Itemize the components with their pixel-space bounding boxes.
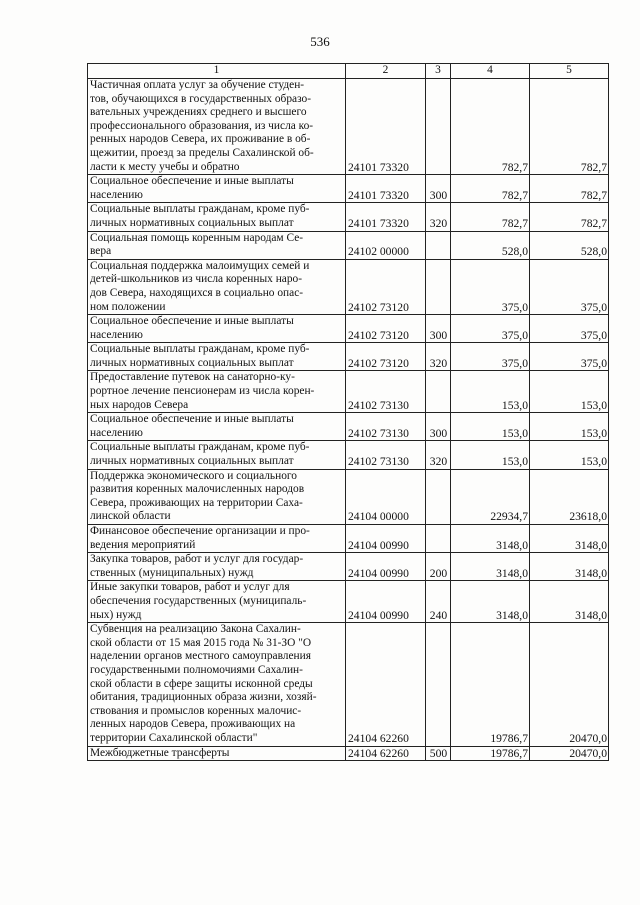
table-row bbox=[88, 343, 609, 371]
row-code: 24102 73130 bbox=[346, 371, 426, 413]
row-amount-col5: 528,0 bbox=[530, 231, 609, 259]
row-description bbox=[88, 525, 346, 553]
description-line: Социальные выплаты гражданам, кроме пуб- bbox=[90, 441, 310, 454]
row-amount-col4: 375,0 bbox=[451, 343, 530, 371]
description-line: ведения мероприятий bbox=[90, 538, 196, 551]
header-col-5: 5 bbox=[530, 64, 609, 79]
page-number: 536 bbox=[310, 34, 330, 49]
row-code: 24102 73130 bbox=[346, 413, 426, 441]
row-amount-col4: 153,0 bbox=[451, 371, 530, 413]
row-expense-type bbox=[426, 79, 451, 175]
description-line: наделении органов местного самоуправления bbox=[90, 650, 311, 663]
row-expense-type bbox=[426, 469, 451, 524]
row-code: 24102 73120 bbox=[346, 315, 426, 343]
description-line: ных народов Севера bbox=[90, 398, 189, 411]
description-line: ленных народов Севера, проживающих на bbox=[90, 718, 296, 731]
description-line: Предоставление путевок на санаторно-ку- bbox=[90, 371, 295, 384]
row-expense-type: 300 bbox=[426, 413, 451, 441]
description-line: обеспечения государственных (муниципаль- bbox=[90, 594, 307, 607]
row-expense-type bbox=[426, 623, 451, 746]
row-amount-col4: 3148,0 bbox=[451, 581, 530, 623]
description-line: Социальная помощь коренным народам Се- bbox=[90, 231, 304, 244]
row-expense-type bbox=[426, 259, 451, 314]
row-amount-col5: 375,0 bbox=[530, 343, 609, 371]
row-expense-type bbox=[426, 231, 451, 259]
description-line: Поддержка экономического и социального bbox=[90, 469, 297, 482]
table-row bbox=[88, 79, 609, 175]
description-line: Социальные выплаты гражданам, кроме пуб- bbox=[90, 203, 310, 216]
table-row bbox=[88, 623, 609, 746]
row-expense-type: 320 bbox=[426, 343, 451, 371]
row-amount-col5: 375,0 bbox=[530, 259, 609, 314]
budget-table bbox=[87, 63, 609, 761]
description-line: детей-школьников из числа коренных наро- bbox=[90, 273, 303, 286]
row-code: 24104 62260 bbox=[346, 623, 426, 746]
row-code: 24104 62260 bbox=[346, 746, 426, 761]
description-line: Социальная поддержка малоимущих семей и bbox=[90, 259, 310, 272]
description-line: населению bbox=[90, 328, 143, 341]
row-description bbox=[88, 259, 346, 314]
description-line: личных нормативных социальных выплат bbox=[90, 455, 294, 468]
row-amount-col4: 782,7 bbox=[451, 175, 530, 203]
row-description bbox=[88, 203, 346, 231]
row-code: 24102 73120 bbox=[346, 259, 426, 314]
row-code: 24104 00990 bbox=[346, 525, 426, 553]
row-amount-col5: 782,7 bbox=[530, 79, 609, 175]
table-row bbox=[88, 371, 609, 413]
row-code: 24101 73320 bbox=[346, 175, 426, 203]
description-line: личных нормативных социальных выплат bbox=[90, 216, 294, 229]
row-description bbox=[88, 553, 346, 581]
description-line: населению bbox=[90, 426, 143, 439]
description-line: ствования и промыслов коренных малочис- bbox=[90, 704, 302, 717]
row-expense-type: 300 bbox=[426, 315, 451, 343]
row-code: 24104 00000 bbox=[346, 469, 426, 524]
table-row bbox=[88, 581, 609, 623]
header-col-3: 3 bbox=[426, 64, 451, 79]
row-amount-col4: 375,0 bbox=[451, 259, 530, 314]
row-code: 24102 73120 bbox=[346, 343, 426, 371]
description-line: профессионального образования, из числа ко- bbox=[90, 119, 314, 132]
row-amount-col5: 20470,0 bbox=[530, 623, 609, 746]
table-body bbox=[88, 79, 609, 761]
header-col-4: 4 bbox=[451, 64, 530, 79]
row-description bbox=[88, 469, 346, 524]
description-line: ской области от 15 мая 2015 года № 31-ЗО "О bbox=[90, 636, 312, 649]
row-description bbox=[88, 371, 346, 413]
row-code: 24104 00990 bbox=[346, 553, 426, 581]
table-row bbox=[88, 746, 609, 761]
row-expense-type: 320 bbox=[426, 441, 451, 469]
row-amount-col4: 375,0 bbox=[451, 315, 530, 343]
row-amount-col4: 528,0 bbox=[451, 231, 530, 259]
description-line: Закупка товаров, работ и услуг для государ- bbox=[90, 553, 304, 566]
header-col-1: 1 bbox=[88, 64, 346, 79]
description-line: ласти к месту учебы и обратно bbox=[90, 160, 240, 173]
row-description bbox=[88, 746, 346, 761]
row-amount-col5: 782,7 bbox=[530, 203, 609, 231]
table-row bbox=[88, 203, 609, 231]
row-amount-col4: 22934,7 bbox=[451, 469, 530, 524]
table-row bbox=[88, 175, 609, 203]
table-row bbox=[88, 553, 609, 581]
row-description bbox=[88, 79, 346, 175]
row-expense-type bbox=[426, 371, 451, 413]
description-line: Социальное обеспечение и иные выплаты bbox=[90, 175, 294, 188]
row-amount-col4: 19786,7 bbox=[451, 746, 530, 761]
row-amount-col5: 782,7 bbox=[530, 175, 609, 203]
row-code: 24102 00000 bbox=[346, 231, 426, 259]
row-expense-type: 320 bbox=[426, 203, 451, 231]
description-line: вера bbox=[90, 245, 112, 258]
description-line: щежитии, проезд за пределы Сахалинской об- bbox=[90, 146, 314, 159]
description-line: Социальное обеспечение и иные выплаты bbox=[90, 413, 294, 426]
table-row bbox=[88, 231, 609, 259]
description-line: Севера, проживающих на территории Саха- bbox=[90, 496, 303, 509]
row-description bbox=[88, 343, 346, 371]
row-description bbox=[88, 623, 346, 746]
row-description bbox=[88, 231, 346, 259]
row-amount-col5: 20470,0 bbox=[530, 746, 609, 761]
description-line: ренных народов Севера, их проживание в об- bbox=[90, 133, 311, 146]
row-description bbox=[88, 441, 346, 469]
row-expense-type: 300 bbox=[426, 175, 451, 203]
description-line: Субвенция на реализацию Закона Сахалин- bbox=[90, 623, 301, 636]
row-amount-col4: 3148,0 bbox=[451, 525, 530, 553]
table-row bbox=[88, 469, 609, 524]
row-amount-col4: 153,0 bbox=[451, 441, 530, 469]
description-line: территории Сахалинской области" bbox=[90, 731, 258, 744]
description-line: Частичная оплата услуг за обучение студен- bbox=[90, 79, 305, 91]
description-line: развития коренных малочисленных народов bbox=[90, 483, 305, 496]
row-amount-col4: 153,0 bbox=[451, 413, 530, 441]
description-line: вательных учреждениях среднего и высшего bbox=[90, 106, 307, 119]
row-amount-col5: 153,0 bbox=[530, 441, 609, 469]
description-line: Социальное обеспечение и иные выплаты bbox=[90, 315, 294, 328]
description-line: линской области bbox=[90, 510, 171, 523]
table-row bbox=[88, 413, 609, 441]
row-code: 24101 73320 bbox=[346, 203, 426, 231]
table-row bbox=[88, 259, 609, 314]
description-line: тов, обучающихся в государственных образо- bbox=[90, 92, 311, 105]
row-amount-col5: 3148,0 bbox=[530, 581, 609, 623]
row-amount-col4: 782,7 bbox=[451, 79, 530, 175]
description-line: ственных (муниципальных) нужд bbox=[90, 566, 254, 579]
row-code: 24104 00990 bbox=[346, 581, 426, 623]
row-description bbox=[88, 413, 346, 441]
table-row bbox=[88, 441, 609, 469]
row-description bbox=[88, 315, 346, 343]
description-line: Социальные выплаты гражданам, кроме пуб- bbox=[90, 343, 310, 356]
description-line: государственными полномочиями Сахалин- bbox=[90, 663, 303, 676]
row-expense-type: 240 bbox=[426, 581, 451, 623]
description-line: личных нормативных социальных выплат bbox=[90, 356, 294, 369]
description-line: ных) нужд bbox=[90, 608, 142, 621]
description-line: обитания, традиционных образа жизни, хозяй- bbox=[90, 691, 317, 704]
table-row bbox=[88, 525, 609, 553]
row-amount-col5: 375,0 bbox=[530, 315, 609, 343]
row-expense-type: 500 bbox=[426, 746, 451, 761]
description-line: дов Севера, находящихся в социально опас- bbox=[90, 286, 304, 299]
header-col-2: 2 bbox=[346, 64, 426, 79]
row-amount-col5: 3148,0 bbox=[530, 553, 609, 581]
description-line: ном положении bbox=[90, 300, 166, 313]
row-amount-col4: 19786,7 bbox=[451, 623, 530, 746]
description-line: ской области в сфере защиты исконной среды bbox=[90, 677, 313, 690]
table-row bbox=[88, 315, 609, 343]
row-amount-col5: 3148,0 bbox=[530, 525, 609, 553]
row-amount-col5: 23618,0 bbox=[530, 469, 609, 524]
row-expense-type: 200 bbox=[426, 553, 451, 581]
row-description bbox=[88, 175, 346, 203]
description-line: Финансовое обеспечение организации и про- bbox=[90, 525, 310, 537]
description-line: населению bbox=[90, 188, 143, 201]
row-expense-type bbox=[426, 525, 451, 553]
row-code: 24102 73130 bbox=[346, 441, 426, 469]
description-line: рортное лечение пенсионерам из числа корен- bbox=[90, 385, 315, 398]
table-header-row bbox=[88, 64, 609, 79]
row-description bbox=[88, 581, 346, 623]
description-line: Межбюджетные трансферты bbox=[90, 746, 230, 759]
description-line: Иные закупки товаров, работ и услуг для bbox=[90, 581, 290, 594]
row-amount-col4: 3148,0 bbox=[451, 553, 530, 581]
row-code: 24101 73320 bbox=[346, 79, 426, 175]
row-amount-col5: 153,0 bbox=[530, 413, 609, 441]
row-amount-col4: 782,7 bbox=[451, 203, 530, 231]
row-amount-col5: 153,0 bbox=[530, 371, 609, 413]
